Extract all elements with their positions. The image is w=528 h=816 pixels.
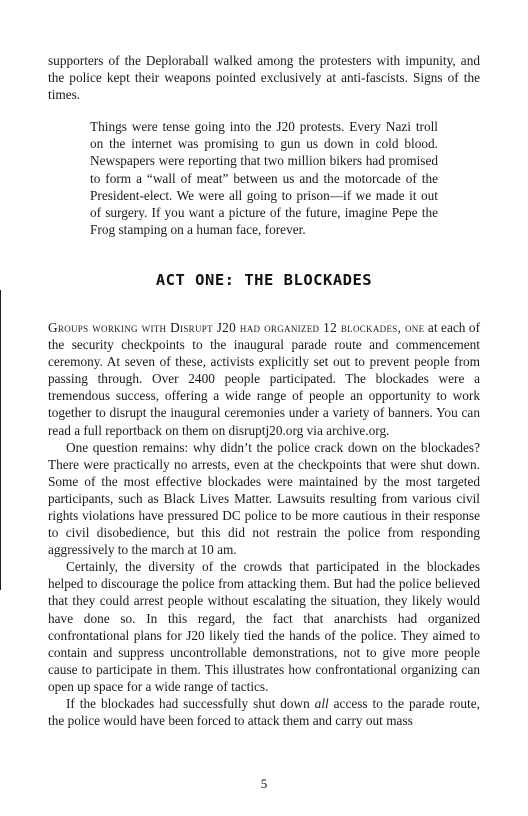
- page-edge-line: [0, 290, 1, 590]
- paragraph-4-emphasis: all: [314, 696, 329, 711]
- document-page: [48, 52, 480, 729]
- block-quote: [90, 118, 438, 238]
- paragraph-4-start: If the blockades had successfully shut down: [66, 696, 315, 711]
- paragraph-1-rest: at each of the security checkpoints to the inaugural parade route and commencement ceremony. At seven of these, activists explicitly set out to prevent people from passing through. Over 2400 people participated. The blockades were a tremendous success, offering a wide range of people an opportunity to work together to disrupt the inaugural ceremonies under a variety of banners. You can read a full reportback on them on disruptj20.org via archive.org.: [48, 319, 481, 438]
- paragraph-1: [48, 319, 480, 439]
- paragraph-1-lead: Groups working with Disrupt J20 had organized 12 blockades, one: [48, 319, 425, 335]
- paragraph-4-end: access to the parade route, the police would have been forced to attack them and carry out mass: [48, 696, 480, 729]
- page-number: 5: [260, 776, 268, 791]
- paragraph-4: [48, 695, 480, 729]
- quote-text: Things were tense going into the J20 protests. Every Nazi troll on the internet was promising to gun us down in cold blood. Newspapers were reporting that two million bikers had promised to form a “wall of meat” between us and the motorcade of the President-elect. We were all going to prison—if we made it out of surgery. If you want a picture of the future, imagine Pepe the Frog stamping on a human face, forever.: [90, 119, 438, 237]
- intro-paragraph: supporters of the Deploraball walked among the protesters with impunity, and the police kept their weapons pointed exclusively at anti-fascists. Signs of the times.: [48, 53, 480, 103]
- paragraph-3: Certainly, the diversity of the crowds that participated in the blockades helped to discourage the police from attacking them. But had the police believed that they could arrest people without escalating the situation, they likely would have done so. In this regard, the fact that anarchists had organized confrontational plans for J20 likely tied the hands of the police. They aimed to contain and suppress uncontrollable demonstrations, not to give more people cause to participate in them. This illustrates how confrontational organizing can open up space for a wide range of tactics.: [48, 559, 480, 694]
- paragraph-2: One question remains: why didn’t the police crack down on the blockades? There were practically no arrests, even at the checkpoints that were shut down. Some of the most effective blockades were maintained by the most targeted participants, such as Black Lives Matter. Lawsuits resulting from various civil rights violations have pressured DC police to be more cautious in their response to civil disobedience, but this did not restrain the police from responding aggressively to the march at 10 am.: [48, 439, 480, 558]
- section-heading: ACT ONE: THE BLOCKADES: [155, 270, 373, 289]
